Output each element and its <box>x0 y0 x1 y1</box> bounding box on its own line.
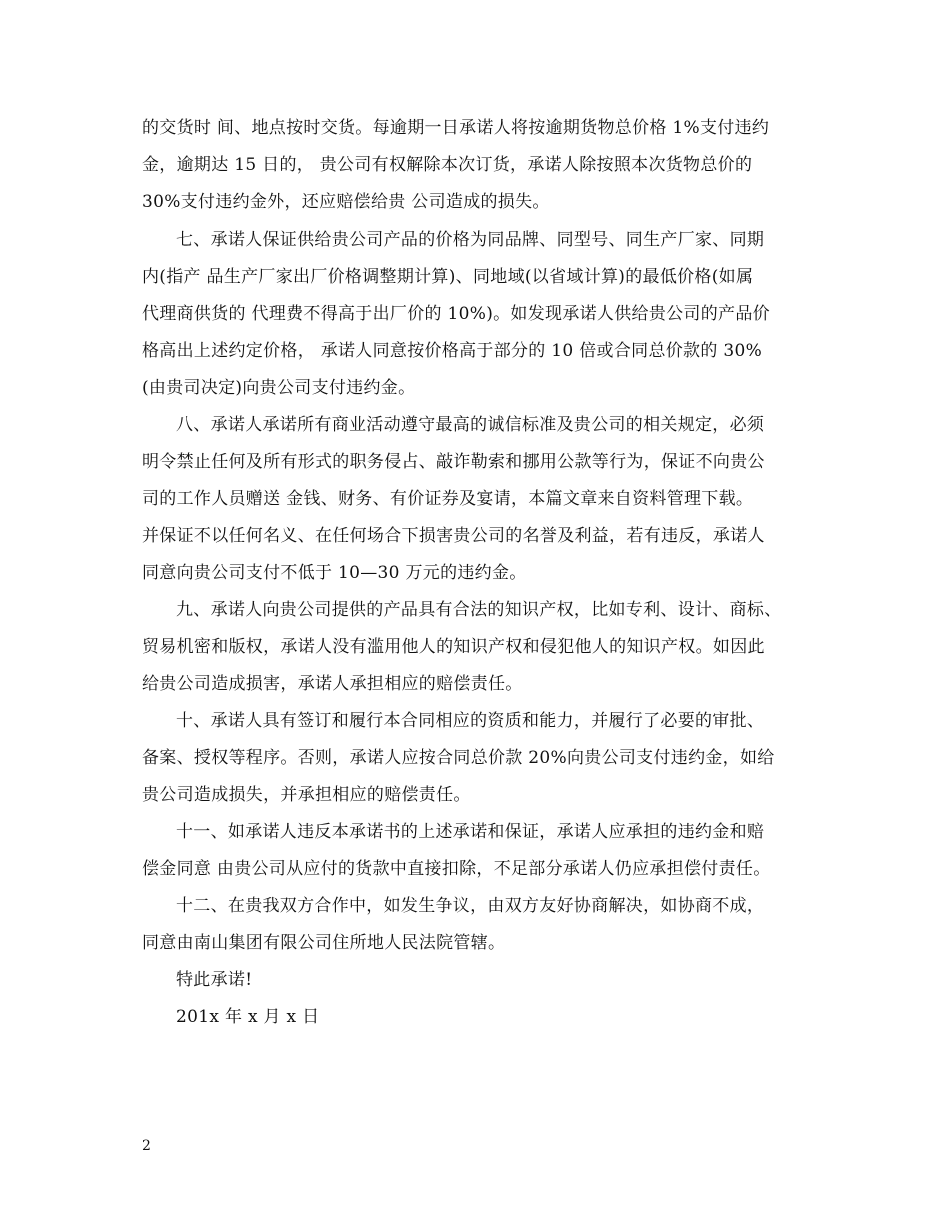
body-line: 贸易机密和版权，承诺人没有滥用他人的知识产权和侵犯他人的知识产权。如因此 <box>142 637 765 657</box>
body-line: (由贵司决定)向贵公司支付违约金。 <box>142 378 416 398</box>
body-line: 内(指产 品生产厂家出厂价格调整期计算)、同地域(以省域计算)的最低价格(如属 <box>142 267 754 287</box>
body-line: 九、承诺人向贵公司提供的产品具有合法的知识产权，比如专利、设计、商标、 <box>176 600 782 620</box>
body-line: 司的工作人员赠送 金钱、财务、有价证券及宴请，本篇文章来自资料管理下载。 <box>142 489 754 509</box>
body-line: 八、承诺人承诺所有商业活动遵守最高的诚信标准及贵公司的相关规定，必须 <box>176 415 765 435</box>
body-line: 同意由南山集团有限公司住所地人民法院管辖。 <box>142 933 506 953</box>
body-line: 偿金同意 由贵公司从应付的货款中直接扣除，不足部分承诺人仍应承担偿付责任。 <box>142 859 771 879</box>
page-number: 2 <box>142 1138 151 1154</box>
body-line: 备案、授权等程序。否则，承诺人应按合同总价款 20%向贵公司支付违约金，如给 <box>142 748 775 768</box>
body-line: 30%支付违约金外，还应赔偿给贵 公司造成的损失。 <box>142 192 550 212</box>
closing-statement: 特此承诺! <box>176 970 253 990</box>
body-line: 给贵公司造成损害，承诺人承担相应的赔偿责任。 <box>142 674 523 694</box>
body-line: 的交货时 间、地点按时交货。每逾期一日承诺人将按逾期货物总价格 1%支付违约 <box>142 118 770 138</box>
body-line: 并保证不以任何名义、在任何场合下损害贵公司的名誉及利益，若有违反，承诺人 <box>142 526 765 546</box>
body-line: 格高出上述约定价格， 承诺人同意按价格高于部分的 10 倍或合同总价款的 30% <box>142 341 763 361</box>
date-line: 201x 年 x 月 x 日 <box>176 1007 320 1027</box>
body-line: 明令禁止任何及所有形式的职务侵占、敲诈勒索和挪用公款等行为，保证不向贵公 <box>142 452 765 472</box>
body-line: 金，逾期达 15 日的， 贵公司有权解除本次订货，承诺人除按照本次货物总价的 <box>142 155 753 175</box>
body-line: 同意向贵公司支付不低于 10—30 万元的违约金。 <box>142 563 527 583</box>
body-line: 十、承诺人具有签订和履行本合同相应的资质和能力，并履行了必要的审批、 <box>176 711 765 731</box>
body-line: 贵公司造成损失，并承担相应的赔偿责任。 <box>142 785 471 805</box>
body-line: 十二、在贵我双方合作中，如发生争议，由双方友好协商解决，如协商不成， <box>176 896 765 916</box>
body-line: 七、承诺人保证供给贵公司产品的价格为同品牌、同型号、同生产厂家、同期 <box>176 230 765 250</box>
body-line: 十一、如承诺人违反本承诺书的上述承诺和保证，承诺人应承担的违约金和赔 <box>176 822 765 842</box>
body-line: 代理商供货的 代理费不得高于出厂价的 10%)。如发现承诺人供给贵公司的产品价 <box>142 304 770 324</box>
